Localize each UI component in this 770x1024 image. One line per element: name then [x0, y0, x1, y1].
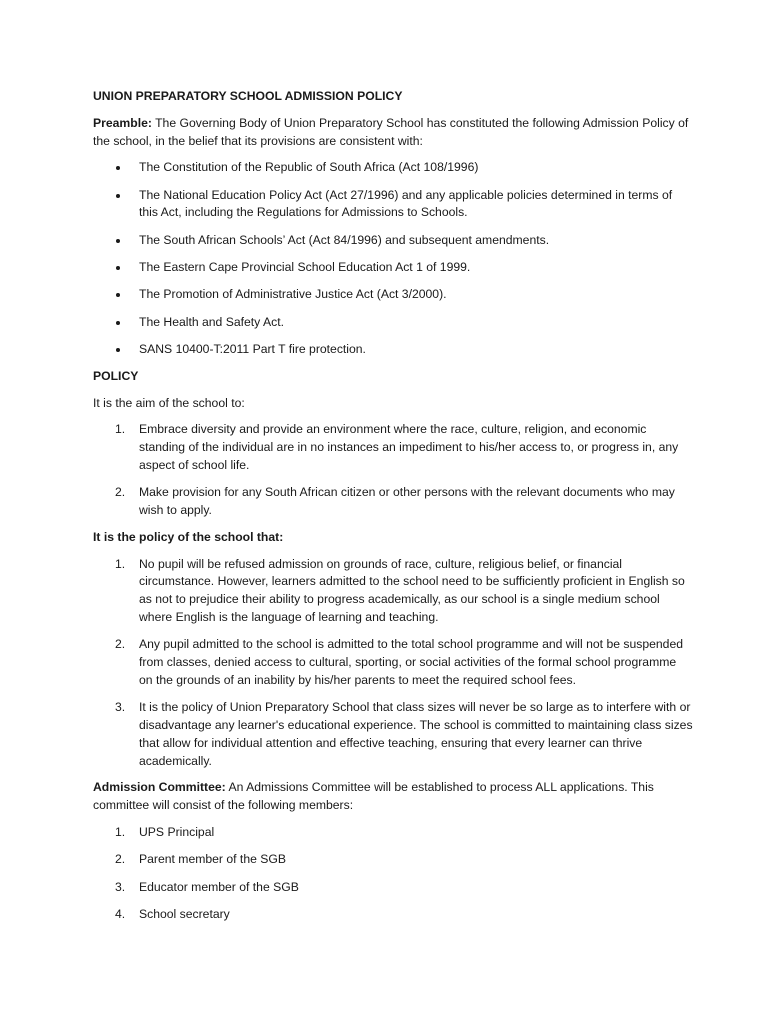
committee-paragraph	[93, 779, 693, 815]
list-item	[93, 556, 693, 627]
list-item	[93, 159, 693, 177]
bullet-icon	[116, 348, 120, 352]
list-item	[93, 341, 693, 359]
list-item	[93, 699, 693, 770]
preamble-label: Preamble:	[93, 115, 152, 130]
list-number: 2.	[115, 637, 126, 652]
list-item-text: Parent member of the SGB	[139, 852, 286, 867]
list-number: 4.	[115, 906, 126, 921]
policy-intro: It is the policy of the school that:	[93, 529, 284, 544]
bullet-icon	[116, 166, 120, 170]
list-number: 2.	[115, 852, 126, 867]
list-item	[93, 187, 693, 223]
bullet-icon	[116, 321, 120, 325]
document-title: UNION PREPARATORY SCHOOL ADMISSION POLICY	[93, 89, 403, 103]
bullet-icon	[116, 239, 120, 243]
list-item-text: Educator member of the SGB	[139, 879, 299, 894]
list-number: 1.	[115, 422, 126, 437]
list-number: 2.	[115, 485, 126, 500]
list-number: 3.	[115, 700, 126, 715]
list-item	[93, 636, 693, 689]
committee-text: An Admissions Committee will be established to process ALL applications. This committee will consist of the following members:	[93, 780, 654, 813]
list-item-text: Embrace diversity and provide an environment where the race, culture, religion, and economic standing of the individual are in no instances an impediment to his/her access to, or progress in, any aspect of school life.	[139, 422, 679, 472]
list-item	[93, 314, 693, 332]
list-item	[93, 851, 693, 869]
list-item	[93, 879, 693, 897]
provisions-list	[93, 159, 693, 358]
list-item-text: SANS 10400-T:2011 Part T fire protection.	[139, 341, 366, 356]
list-item-text: The Eastern Cape Provincial School Education Act 1 of 1999.	[139, 260, 471, 275]
members-list	[93, 824, 693, 924]
list-item	[93, 232, 693, 250]
preamble-paragraph	[93, 115, 693, 151]
list-item	[93, 421, 693, 474]
list-number: 1.	[115, 556, 126, 571]
list-item-text: Make provision for any South African citizen or other persons with the relevant documents who may wish to apply.	[139, 485, 675, 518]
list-item	[93, 484, 693, 520]
preamble-text: The Governing Body of Union Preparatory School has constituted the following Admission Policy of the school, in the belief that its provisions are consistent with:	[93, 115, 689, 148]
list-item-text: School secretary	[139, 906, 230, 921]
list-item	[93, 824, 693, 842]
list-item	[93, 286, 693, 304]
list-item	[93, 906, 693, 924]
list-item-text: It is the policy of Union Preparatory School that class sizes will never be so large as to interfere with or disadvantage any learner's educational experience. The school is committed to maintaining class sizes that allow for individual attention and effective teaching, ensuring that every learner can thrive academically.	[139, 700, 693, 768]
list-item	[93, 259, 693, 277]
list-item-text: Any pupil admitted to the school is admitted to the total school programme and will not be suspended from classes, denied access to cultural, sporting, or social activities of the formal school programme on the grounds of an inability by his/her parents to meet the required school fees.	[139, 637, 684, 687]
list-item-text: UPS Principal	[139, 825, 215, 839]
bullet-icon	[116, 194, 120, 198]
list-item-text: The South African Schools’ Act (Act 84/1996) and subsequent amendments.	[139, 232, 550, 247]
bullet-icon	[116, 266, 120, 270]
policy-heading: POLICY	[93, 368, 139, 383]
list-item-text: The Promotion of Administrative Justice Act (Act 3/2000).	[139, 287, 447, 302]
list-item-text: The National Education Policy Act (Act 27/1996) and any applicable policies determined in terms of this Act, including the Regulations for Admissions to Schools.	[139, 187, 673, 220]
list-item-text: The Constitution of the Republic of South Africa (Act 108/1996)	[139, 160, 479, 175]
policies-list	[93, 556, 693, 771]
aims-list	[93, 421, 693, 519]
list-number: 3.	[115, 879, 126, 894]
aim-intro: It is the aim of the school to:	[93, 395, 245, 410]
list-item-text: The Health and Safety Act.	[139, 314, 284, 329]
bullet-icon	[116, 293, 120, 297]
list-item-text: No pupil will be refused admission on grounds of race, culture, religious belief, or financial circumstance. However, learners admitted to the school need to be sufficiently proficient in English so as not to prejudice their ability to progress academically, as our school is a single medium school where English is the language of learning and teaching.	[139, 556, 685, 625]
document-body	[93, 88, 693, 933]
committee-label: Admission Committee:	[93, 780, 226, 795]
list-number: 1.	[115, 825, 126, 839]
